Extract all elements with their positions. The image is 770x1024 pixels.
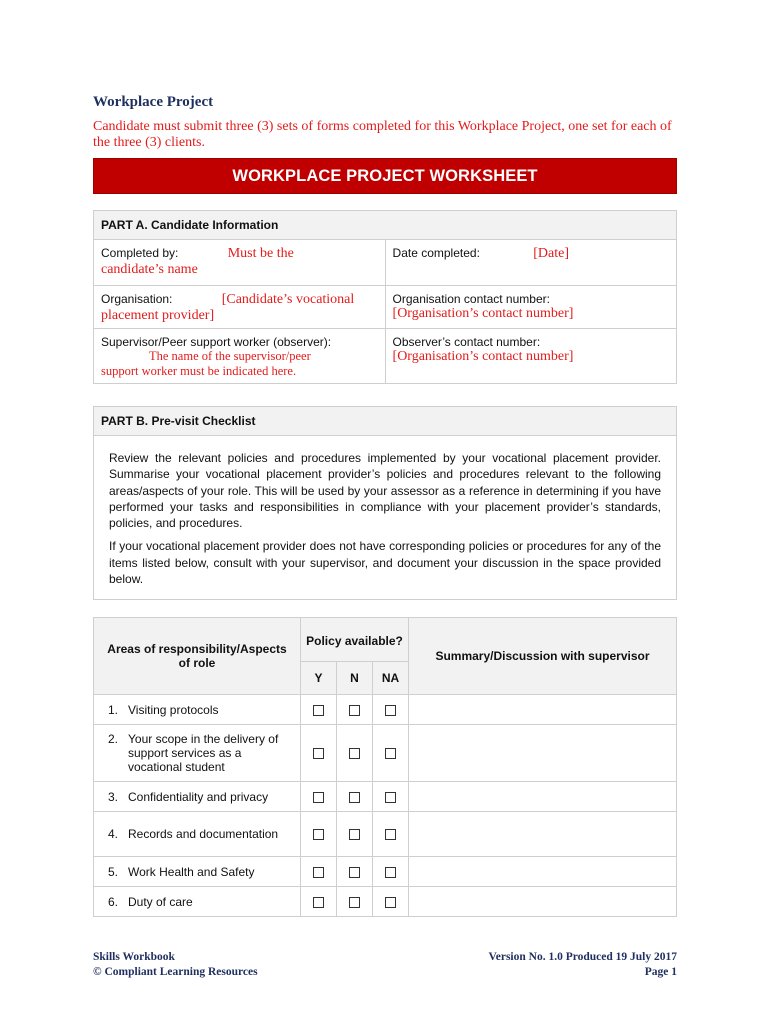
- part-b-heading: PART B. Pre-visit Checklist: [94, 407, 677, 436]
- supervisor-value-line1: The name of the supervisor/peer: [149, 349, 311, 363]
- policy-cell-y: [301, 695, 337, 725]
- column-header-na: NA: [373, 662, 409, 695]
- item-text: Work Health and Safety: [128, 864, 255, 879]
- intro-instruction: Candidate must submit three (3) sets of forms completed for this Workplace Project, one set for each of the three (3) clients.: [93, 119, 672, 150]
- organisation-value-line1: [Candidate’s vocational: [221, 292, 355, 307]
- worksheet-banner: WORKPLACE PROJECT WORKSHEET: [93, 158, 677, 194]
- policy-cell-n: [337, 725, 373, 782]
- organisation-contact-field[interactable]: [385, 286, 676, 329]
- footer-copyright: © Compliant Learning Resources: [93, 966, 258, 978]
- checklist-row: [94, 887, 677, 917]
- footer-page-number: Page 1: [644, 966, 677, 978]
- policy-cell-n: [337, 812, 373, 857]
- summary-discussion-cell[interactable]: [409, 695, 677, 725]
- supervisor-label: Supervisor/Peer support worker (observer):: [101, 335, 332, 349]
- checklist-row: [94, 857, 677, 887]
- observer-contact-label: Observer’s contact number:: [392, 335, 541, 349]
- checkbox-n[interactable]: [349, 792, 360, 803]
- column-header-area: Areas of responsibility/Aspects of role: [94, 618, 301, 695]
- policy-cell-n: [337, 695, 373, 725]
- completed-by-value-line2: candidate’s name: [101, 262, 198, 277]
- date-completed-label: Date completed:: [392, 246, 480, 260]
- checkbox-na[interactable]: [385, 897, 396, 908]
- part-b-table: [93, 406, 677, 600]
- item-number: 6.: [107, 894, 118, 909]
- organisation-label: Organisation:: [101, 292, 173, 306]
- area-of-responsibility: [94, 725, 301, 782]
- policy-cell-na: [373, 725, 409, 782]
- checkbox-y[interactable]: [313, 705, 324, 716]
- checkbox-y[interactable]: [313, 792, 324, 803]
- part-a-heading: PART A. Candidate Information: [94, 211, 677, 240]
- column-header-y: Y: [301, 662, 337, 695]
- checklist-row: [94, 782, 677, 812]
- completed-by-field[interactable]: [94, 240, 386, 286]
- checkbox-y[interactable]: [313, 867, 324, 878]
- summary-discussion-cell[interactable]: [409, 857, 677, 887]
- completed-by-value-line1: Must be the: [227, 246, 294, 261]
- date-completed-field[interactable]: [385, 240, 676, 286]
- footer-right: [489, 950, 678, 980]
- policy-cell-na: [373, 812, 409, 857]
- checkbox-n[interactable]: [349, 867, 360, 878]
- policy-cell-y: [301, 857, 337, 887]
- column-header-policy: Policy available?: [301, 618, 409, 662]
- checkbox-na[interactable]: [385, 748, 396, 759]
- area-of-responsibility: [94, 857, 301, 887]
- item-text: Your scope in the delivery of support services as a vocational student: [128, 732, 279, 774]
- instruction-paragraph: Review the relevant policies and procedures implemented by your vocational placement provider. Summarise your vocational placement provider’s policies and procedures relevant to the following areas/aspects of your role. This will be used by your assessor as a reference in determining if you have performed your tasks and responsibilities in compliance with your placement provider’s standards, policies, and procedures.: [109, 451, 661, 531]
- organisation-value-line2: placement provider]: [101, 308, 215, 323]
- item-text: Duty of care: [128, 894, 193, 909]
- policy-cell-y: [301, 725, 337, 782]
- column-header-summary: Summary/Discussion with supervisor: [409, 618, 677, 695]
- checkbox-n[interactable]: [349, 897, 360, 908]
- supervisor-field[interactable]: [94, 329, 386, 384]
- date-completed-value: [Date]: [533, 246, 570, 261]
- footer-left: [93, 950, 258, 980]
- organisation-contact-value: [Organisation’s contact number]: [392, 306, 574, 321]
- policy-cell-n: [337, 887, 373, 917]
- footer-workbook-title: Skills Workbook: [93, 951, 175, 963]
- item-number: 4.: [107, 827, 118, 841]
- area-of-responsibility: [94, 812, 301, 857]
- policy-cell-na: [373, 782, 409, 812]
- policy-cell-na: [373, 857, 409, 887]
- policy-cell-na: [373, 695, 409, 725]
- checkbox-n[interactable]: [349, 829, 360, 840]
- summary-discussion-cell[interactable]: [409, 812, 677, 857]
- checklist-row: [94, 725, 677, 782]
- policy-cell-n: [337, 782, 373, 812]
- checkbox-n[interactable]: [349, 748, 360, 759]
- policy-cell-n: [337, 857, 373, 887]
- item-text: Records and documentation: [128, 827, 279, 841]
- area-of-responsibility: [94, 887, 301, 917]
- item-text: Visiting protocols: [128, 702, 219, 717]
- footer-version: Version No. 1.0 Produced 19 July 2017: [488, 951, 677, 963]
- instruction-paragraph: If your vocational placement provider does not have corresponding policies or procedures for any of the items listed below, consult with your supervisor, and document your discussion in the space provided below.: [109, 539, 661, 587]
- item-number: 5.: [107, 864, 118, 879]
- supervisor-value-line2: support worker must be indicated here.: [101, 364, 297, 378]
- checkbox-n[interactable]: [349, 705, 360, 716]
- checkbox-na[interactable]: [385, 829, 396, 840]
- checklist-row: [94, 812, 677, 857]
- policy-cell-y: [301, 812, 337, 857]
- item-number: 1.: [107, 702, 118, 717]
- policy-checklist-table: [93, 617, 677, 917]
- observer-contact-field[interactable]: [385, 329, 676, 384]
- checkbox-y[interactable]: [313, 897, 324, 908]
- organisation-contact-label: Organisation contact number:: [392, 292, 550, 306]
- checkbox-na[interactable]: [385, 792, 396, 803]
- checklist-row: [94, 695, 677, 725]
- policy-cell-na: [373, 887, 409, 917]
- item-number: 2.: [107, 732, 118, 746]
- checkbox-y[interactable]: [313, 829, 324, 840]
- part-b-instructions: [94, 436, 677, 600]
- policy-cell-y: [301, 887, 337, 917]
- observer-contact-value: [Organisation’s contact number]: [392, 349, 574, 364]
- area-of-responsibility: [94, 695, 301, 725]
- part-a-table: [93, 210, 677, 384]
- summary-discussion-cell[interactable]: [409, 725, 677, 782]
- summary-discussion-cell[interactable]: [409, 887, 677, 917]
- checkbox-na[interactable]: [385, 867, 396, 878]
- organisation-field[interactable]: [94, 286, 386, 329]
- column-header-n: N: [337, 662, 373, 695]
- policy-cell-y: [301, 782, 337, 812]
- checkbox-na[interactable]: [385, 705, 396, 716]
- summary-discussion-cell[interactable]: [409, 782, 677, 812]
- completed-by-label: Completed by:: [101, 246, 179, 260]
- checkbox-y[interactable]: [313, 748, 324, 759]
- area-of-responsibility: [94, 782, 301, 812]
- item-number: 3.: [107, 789, 118, 804]
- item-text: Confidentiality and privacy: [128, 789, 269, 804]
- section-title: Workplace Project: [93, 94, 214, 110]
